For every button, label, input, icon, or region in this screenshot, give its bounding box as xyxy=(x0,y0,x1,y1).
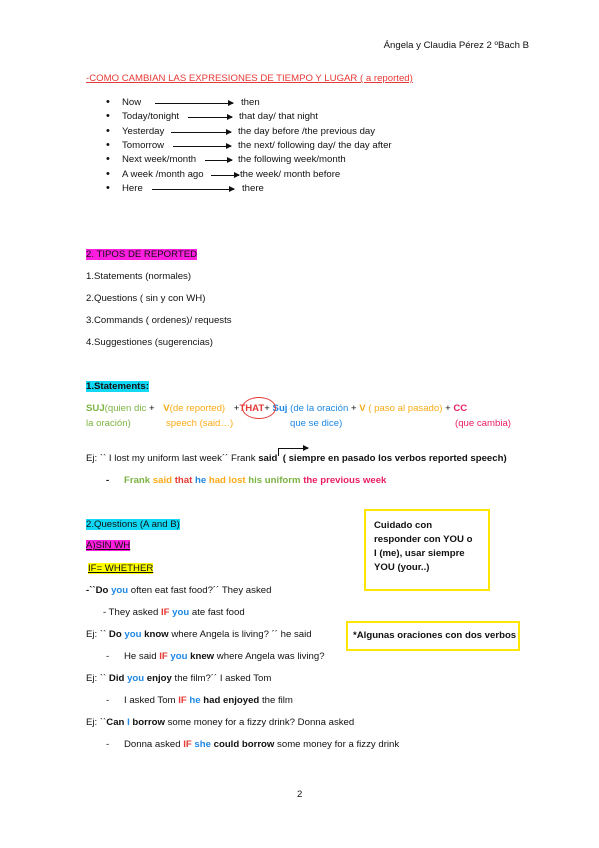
formula-v2: V xyxy=(359,403,366,414)
type-item: 4.Suggestiones (sugerencias) xyxy=(86,337,213,348)
answer-that: that xyxy=(174,475,193,486)
time-to: there xyxy=(242,183,264,194)
q-do: Do xyxy=(95,585,109,596)
list-item xyxy=(122,97,141,108)
a-had: had enjoyed xyxy=(203,695,260,706)
q-know: know xyxy=(144,629,169,640)
q-did: Did xyxy=(108,673,125,684)
question-answer-1 xyxy=(103,607,245,618)
formula-plus: + xyxy=(348,403,360,414)
section-title-questions: 2.Questions (A and B) xyxy=(86,519,180,530)
time-from: A week /month ago xyxy=(122,169,204,180)
q-rest: where Angela is living? ´´ he said xyxy=(168,629,312,640)
a-text: - They asked xyxy=(103,607,161,618)
time-from: Here xyxy=(122,183,143,194)
formula-v2-note: ( paso al pasado) xyxy=(365,403,443,414)
q-text: -`` xyxy=(86,585,96,596)
question-answer-2 xyxy=(124,651,325,662)
statement-answer xyxy=(124,475,386,486)
if-whether-label: IF= WHETHER xyxy=(88,563,154,574)
formula-suj: SUJ xyxy=(86,403,105,414)
a-could: could borrow xyxy=(213,739,275,750)
answer-uniform: his uniform xyxy=(248,475,301,486)
note-line: YOU (your..) xyxy=(374,562,430,573)
page-number: 2 xyxy=(297,789,303,800)
q-i: I xyxy=(127,717,130,728)
a-you: you xyxy=(172,607,190,618)
a-you: you xyxy=(170,651,188,662)
list-item xyxy=(122,183,143,194)
said-arrow-icon-head xyxy=(278,448,308,449)
formula-that: THAT xyxy=(239,403,265,414)
note-box-you xyxy=(364,509,490,591)
example-said: said xyxy=(258,453,278,464)
statements-formula xyxy=(86,403,467,414)
question-answer-4 xyxy=(124,739,399,750)
q-do: Do xyxy=(108,629,122,640)
a-text: He said xyxy=(124,651,160,662)
list-item xyxy=(122,111,179,122)
q-enjoy: enjoy xyxy=(146,673,172,684)
q-can: Can xyxy=(106,717,125,728)
formula-plus: + xyxy=(442,403,454,414)
a-text: I asked Tom xyxy=(124,695,179,706)
q-you: you xyxy=(127,673,145,684)
formula-suj2: Suj xyxy=(272,403,288,414)
q-rest: some money for a fizzy drink? Donna asked xyxy=(164,717,355,728)
question-example-2 xyxy=(86,629,312,640)
time-to: the following week/month xyxy=(238,154,346,165)
section-title-types: 2. TIPOS DE REPORTED xyxy=(86,249,198,260)
time-from: Next week/month xyxy=(122,154,197,165)
said-arrow-icon xyxy=(278,448,279,456)
a-rest: the film xyxy=(259,695,293,706)
q-rest: the film?´´ I asked Tom xyxy=(171,673,272,684)
list-item xyxy=(122,126,164,137)
a-if: IF xyxy=(183,739,192,750)
q-borrow: borrow xyxy=(132,717,165,728)
arrow-icon xyxy=(205,160,232,161)
a-rest: ate fast food xyxy=(189,607,245,618)
note-two-verbs-text: *Algunas oraciones con dos verbos xyxy=(353,630,517,641)
q-text: Ej: `` xyxy=(86,717,107,728)
a-text: Donna asked xyxy=(124,739,184,750)
answer-had-lost: had lost xyxy=(208,475,246,486)
type-item: 1.Statements (normales) xyxy=(86,271,192,282)
q-text: Ej: `` xyxy=(86,673,109,684)
dash: - xyxy=(86,73,90,84)
statement-example xyxy=(86,453,507,464)
answer-said: said xyxy=(152,475,173,486)
list-item xyxy=(122,140,164,151)
subsection-sin-wh: A)SIN WH xyxy=(86,540,131,551)
question-example-1 xyxy=(86,585,271,596)
q-you: you xyxy=(111,585,129,596)
note-line: Cuidado con xyxy=(374,520,433,531)
page-header-author: Ángela y Claudia Pérez 2 ºBach B xyxy=(383,40,529,51)
a-he: he xyxy=(189,695,201,706)
time-from: Yesterday xyxy=(122,126,165,137)
type-item: 2.Questions ( sin y con WH) xyxy=(86,293,206,304)
note-line: I (me), usar siempre xyxy=(374,548,465,559)
q-rest: often eat fast food?´´ They asked xyxy=(128,585,272,596)
a-rest: some money for a fizzy drink xyxy=(274,739,400,750)
formula-line2-b: speech (said…) xyxy=(166,418,234,429)
section-title-time xyxy=(86,73,413,84)
time-from: Today/tonight xyxy=(122,111,180,122)
formula-v-note: (de reported) xyxy=(169,403,226,414)
answer-frank: Frank xyxy=(124,475,151,486)
example-text: Ej: `` I lost my uniform last week´´ Frank xyxy=(86,453,259,464)
question-answer-3 xyxy=(124,695,293,706)
time-to: then xyxy=(241,97,260,108)
a-rest: where Angela was living? xyxy=(214,651,325,662)
a-if: IF xyxy=(178,695,187,706)
type-item: 3.Commands ( ordenes)/ requests xyxy=(86,315,232,326)
formula-line2-a: la oración) xyxy=(86,418,131,429)
a-if: IF xyxy=(160,607,170,618)
q-text: Ej: `` xyxy=(86,629,109,640)
time-to: the day before /the previous day xyxy=(238,126,376,137)
time-to: the next/ following day/ the day after xyxy=(238,140,392,151)
list-item xyxy=(122,154,196,165)
formula-suj2-note: (de la oración xyxy=(287,403,349,414)
example-note: ( siempre en pasado los verbos reported speech) xyxy=(282,453,507,464)
formula-line2-c: que se dice) xyxy=(290,418,343,429)
a-knew: knew xyxy=(190,651,215,662)
arrow-icon xyxy=(155,103,233,104)
time-from: Now xyxy=(122,97,142,108)
time-to: the week/ month before xyxy=(240,169,341,180)
arrow-icon xyxy=(171,132,231,133)
that-circle xyxy=(242,397,276,419)
formula-plus: + xyxy=(264,403,273,414)
formula-plus: + xyxy=(146,403,155,414)
arrow-icon xyxy=(152,189,234,190)
formula-suj-note: (quien dic xyxy=(104,403,147,414)
formula-v: V xyxy=(163,403,170,414)
note-line: responder con YOU o xyxy=(374,534,473,545)
section-title-statements: 1.Statements: xyxy=(86,381,149,392)
formula-line2-d: (que cambia) xyxy=(455,418,511,429)
question-example-4 xyxy=(86,717,354,728)
formula-cc: CC xyxy=(453,403,468,414)
arrow-icon xyxy=(173,146,231,147)
answer-he: he xyxy=(194,475,207,486)
time-from: Tomorrow xyxy=(122,140,165,151)
a-she: she xyxy=(194,739,211,750)
a-if: IF xyxy=(159,651,168,662)
arrow-icon xyxy=(211,175,239,176)
section-time-title: COMO CAMBIAN LAS EXPRESIONES DE TIEMPO Y LUGAR ( a reported) xyxy=(89,73,413,84)
note-box-two-verbs xyxy=(346,621,520,651)
q-you: you xyxy=(124,629,142,640)
time-to: that day/ that night xyxy=(239,111,318,122)
answer-time: the previous week xyxy=(303,475,387,486)
list-item xyxy=(122,169,204,180)
arrow-icon xyxy=(188,117,232,118)
question-example-3 xyxy=(86,673,271,684)
formula-plus: + xyxy=(233,403,240,414)
